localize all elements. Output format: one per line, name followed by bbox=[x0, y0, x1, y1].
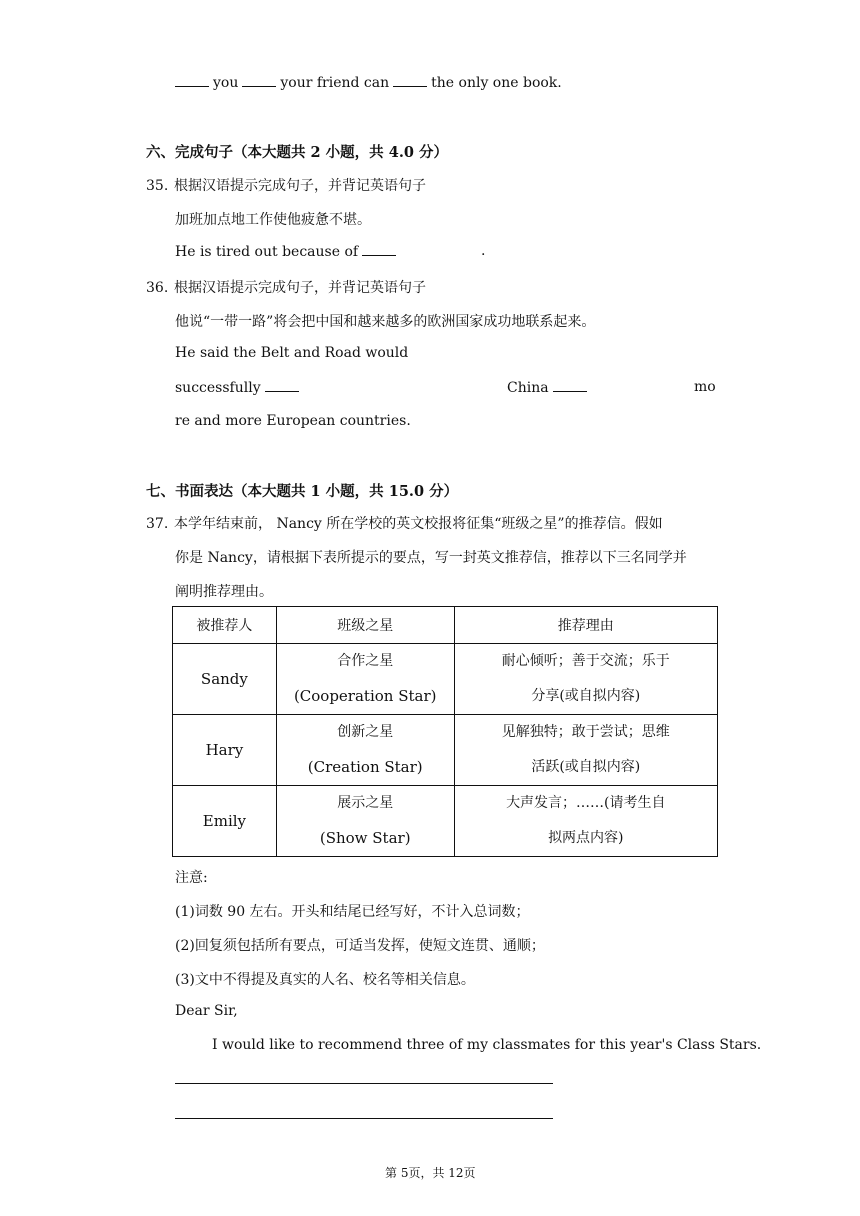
section-7-title: 七、书面表达（本大题共 1 小题，共 15.0 分） bbox=[146, 483, 459, 500]
reason-line-1: 耐心倾听；善于交流；乐于 bbox=[501, 653, 670, 669]
nominee-name: Hary bbox=[173, 715, 277, 786]
question-36-line-2a bbox=[175, 379, 303, 396]
question-36-line-3: re and more European countries. bbox=[175, 413, 411, 429]
reason-line-2: 分享(或自拟内容) bbox=[531, 688, 641, 704]
question-37-para-line-2: 你是 Nancy，请根据下表所提示的要点，写一封英文推荐信，推荐以下三名同学并 bbox=[175, 550, 687, 566]
blank-1[interactable] bbox=[175, 74, 209, 87]
nominee-name: Sandy bbox=[173, 644, 277, 715]
question-36-line-1: He said the Belt and Road would bbox=[175, 345, 409, 361]
letter-salutation: Dear Sir, bbox=[175, 1003, 238, 1019]
question-36-line-2c: mo bbox=[694, 379, 716, 395]
question-37-number: 37. bbox=[146, 516, 169, 532]
reason-line-2: 拟两点内容) bbox=[548, 830, 624, 846]
star-cn: 合作之星 bbox=[337, 653, 394, 669]
question-36-instruction: 根据汉语提示完成句子，并背记英语句子 bbox=[174, 280, 426, 296]
question-36-blank-1[interactable] bbox=[265, 379, 299, 392]
question-36-number: 36. bbox=[146, 280, 169, 296]
question-36 bbox=[146, 277, 426, 297]
table-row bbox=[173, 715, 718, 786]
table-row bbox=[173, 786, 718, 857]
star-cn: 创新之星 bbox=[337, 724, 394, 740]
question-36-line-2b bbox=[507, 379, 591, 396]
reason-line-1: 见解独特；敢于尝试；思维 bbox=[501, 724, 670, 740]
reason-cell bbox=[454, 715, 717, 786]
question-36-chinese: 他说“一带一路”将会把中国和越来越多的欧洲国家成功地联系起来。 bbox=[175, 314, 596, 330]
reason-line-1: 大声发言；……(请考生自 bbox=[506, 795, 666, 811]
reason-cell bbox=[454, 644, 717, 715]
top-word-2: your friend can bbox=[280, 75, 390, 91]
star-en: (Cooperation Star) bbox=[293, 687, 437, 705]
blank-2[interactable] bbox=[242, 74, 276, 87]
star-cell bbox=[276, 644, 454, 715]
table-row bbox=[173, 644, 718, 715]
question-37-para-line-3: 阐明推荐理由。 bbox=[175, 584, 273, 600]
blank-3[interactable] bbox=[393, 74, 427, 87]
page-footer: 第 5页，共 12页 bbox=[385, 1166, 476, 1180]
top-word-1: you bbox=[213, 75, 239, 91]
star-cn: 展示之星 bbox=[337, 795, 394, 811]
question-36-word-china: China bbox=[507, 380, 549, 396]
question-37 bbox=[146, 513, 663, 533]
question-35-chinese: 加班加点地工作使他疲惫不堪。 bbox=[175, 212, 371, 228]
star-en: (Show Star) bbox=[319, 829, 411, 847]
note-item: (2)回复须包括所有要点，可适当发挥，使短文连贯、通顺； bbox=[175, 938, 545, 954]
writing-line[interactable] bbox=[175, 1118, 553, 1119]
header-reason: 推荐理由 bbox=[454, 607, 717, 644]
note-item: (1)词数 90 左右。开头和结尾已经写好，不计入总词数； bbox=[175, 904, 530, 920]
note-item: (3)文中不得提及真实的人名、校名等相关信息。 bbox=[175, 972, 475, 988]
header-nominee: 被推荐人 bbox=[173, 607, 277, 644]
star-en: (Creation Star) bbox=[307, 758, 423, 776]
star-cell bbox=[276, 715, 454, 786]
question-35-english bbox=[175, 243, 400, 260]
section-6-title: 六、完成句子（本大题共 2 小题，共 4.0 分） bbox=[146, 144, 449, 161]
notes-title: 注意: bbox=[175, 870, 208, 886]
writing-line[interactable] bbox=[175, 1083, 553, 1084]
reason-line-2: 活跃(或自拟内容) bbox=[531, 759, 641, 775]
question-36-word-successfully: successfully bbox=[175, 380, 261, 396]
reason-cell bbox=[454, 786, 717, 857]
question-37-para-line-1: 本学年结束前， Nancy 所在学校的英文校报将征集“班级之星”的推荐信。假如 bbox=[174, 516, 663, 532]
top-fill-line bbox=[175, 74, 562, 91]
top-word-3: the only one book. bbox=[431, 75, 562, 91]
question-35-blank[interactable] bbox=[362, 243, 396, 256]
nominee-name: Emily bbox=[173, 786, 277, 857]
recommendation-table bbox=[172, 606, 718, 857]
question-35-number: 35. bbox=[146, 178, 169, 194]
question-35 bbox=[146, 175, 426, 195]
question-35-english-start: He is tired out because of bbox=[175, 244, 359, 260]
header-class-star: 班级之星 bbox=[276, 607, 454, 644]
table-header-row bbox=[173, 607, 718, 644]
letter-opening: I would like to recommend three of my classmates for this year's Class Stars. bbox=[212, 1037, 762, 1053]
question-35-instruction: 根据汉语提示完成句子，并背记英语句子 bbox=[174, 178, 426, 194]
question-36-blank-2[interactable] bbox=[553, 379, 587, 392]
star-cell bbox=[276, 786, 454, 857]
question-35-period: . bbox=[481, 243, 486, 259]
